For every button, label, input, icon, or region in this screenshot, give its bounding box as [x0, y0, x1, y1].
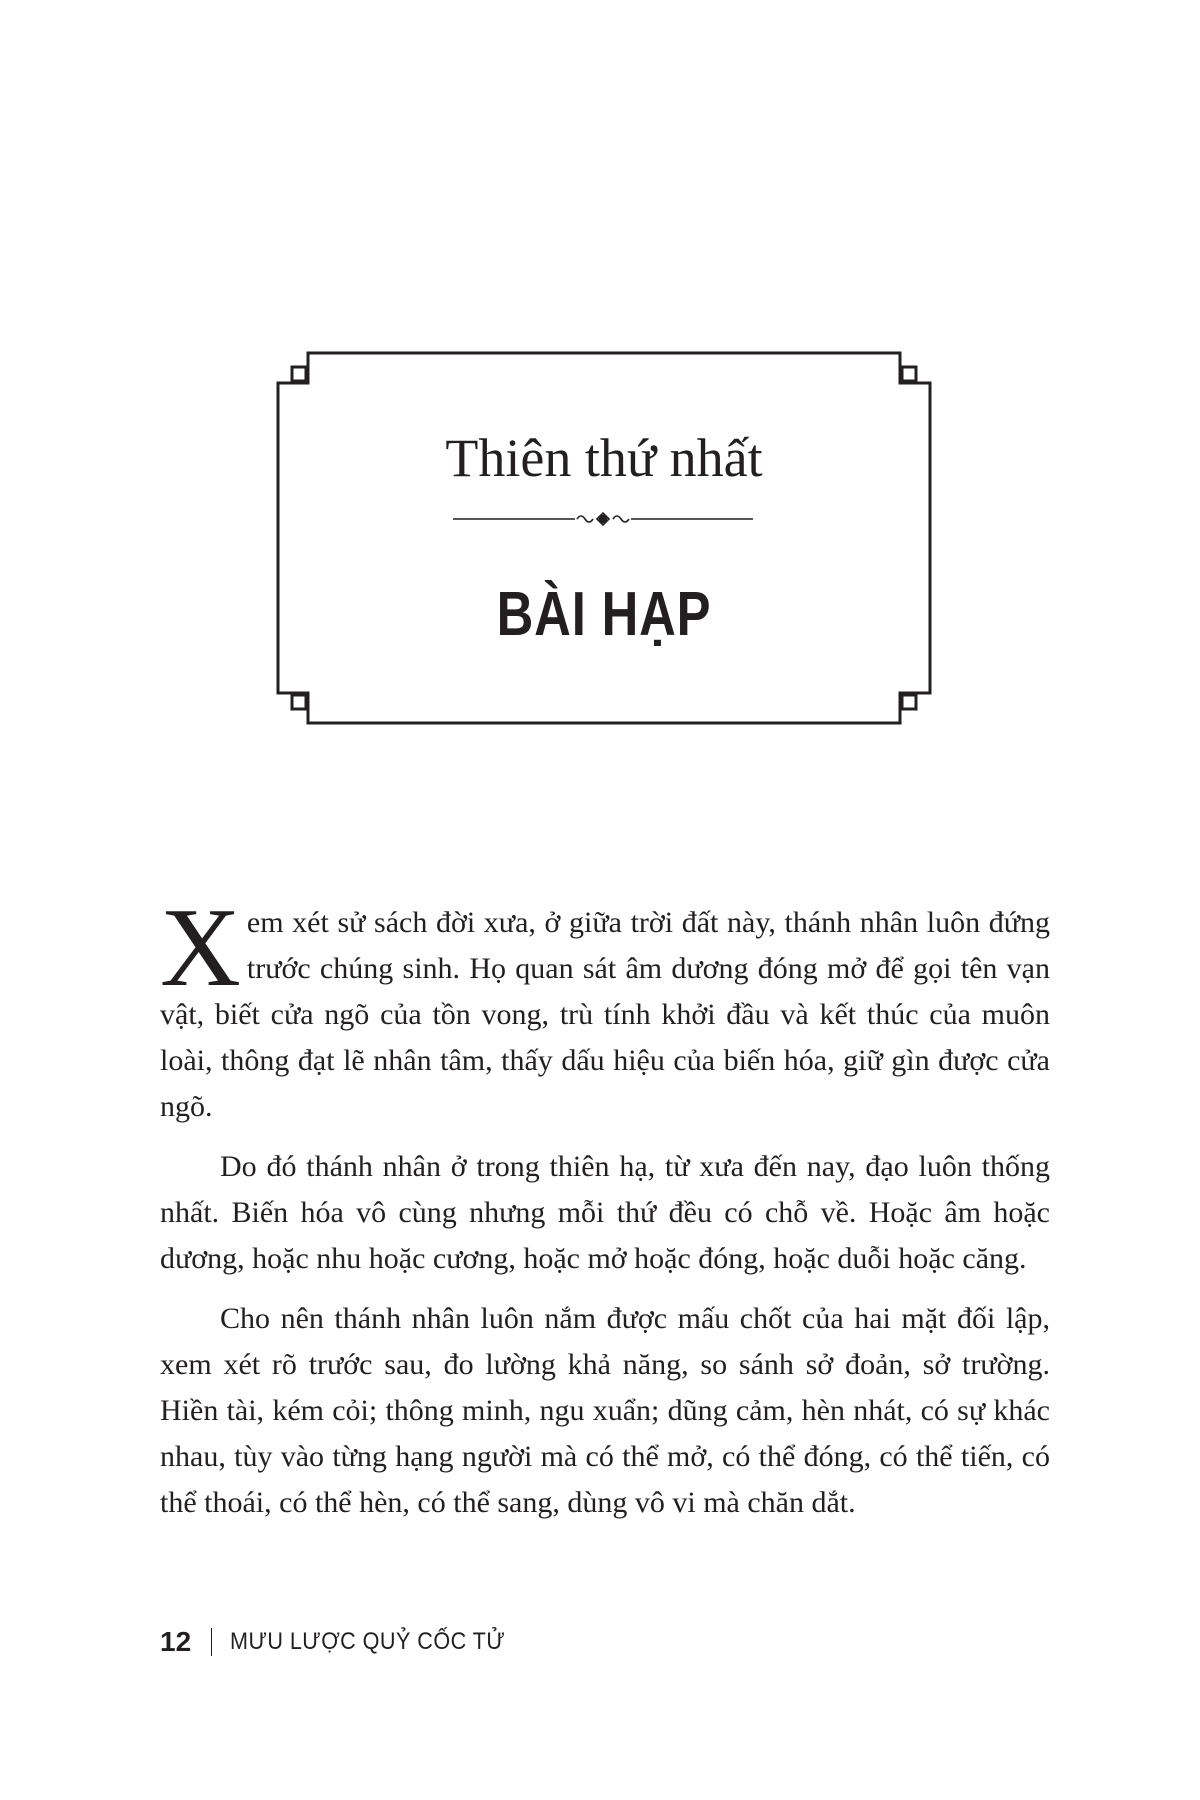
paragraph-2: Do đó thánh nhân ở trong thiên hạ, từ xưa đến nay, đạo luôn thống nhất. Biến hóa vô cùng nhưng mỗi thứ đều có chỗ về. Hoặc âm hoặc dương, hoặc nhu hoặc cương, hoặc mở hoặc đóng, hoặc duỗi hoặc căng. [160, 1150, 1050, 1275]
paragraph-3: Cho nên thánh nhân luôn nắm được mấu chốt của hai mặt đối lập, xem xét rõ trước sau, đo lường khả năng, so sánh sở đoản, sở trường. Hiền tài, kém cỏi; thông minh, ngu xuẩn; dũng cảm, hèn nhát, có sự khác nhau, tùy vào từng hạng người mà có thể mở, có thể đóng, có thể tiến, có thể thoái, có thể hèn, có thể sang, dùng vô vi mà chăn dắt. [160, 1302, 1050, 1519]
paragraph-1 [160, 886, 1050, 1130]
paragraph-1-text: em xét sử sách đời xưa, ở giữa trời đất này, thánh nhân luôn đứng trước chúng sinh. Họ quan sát âm dương đóng mở để gọi tên vạn vật, biết cửa ngõ của tồn vong, trù tính khởi đầu và kết thúc của muôn loài, thông đạt lẽ nhân tâm, thấy dấu hiệu của biến hóa, giữ gìn được cửa ngõ. [160, 906, 1050, 1123]
chapter-label: Thiên thứ nhất [445, 428, 763, 488]
drop-cap: X [160, 886, 241, 1010]
footer-divider [211, 1628, 212, 1656]
decorative-frame-border [278, 353, 930, 723]
body-text [160, 886, 1050, 1540]
chapter-frame [278, 353, 930, 723]
page-footer [160, 1622, 536, 1662]
running-title: MƯU LƯỢC QUỶ CỐC TỬ [230, 1628, 506, 1655]
ornament-divider [453, 511, 753, 527]
chapter-title: BÀI HẠP [496, 580, 712, 649]
page-number: 12 [160, 1626, 192, 1657]
